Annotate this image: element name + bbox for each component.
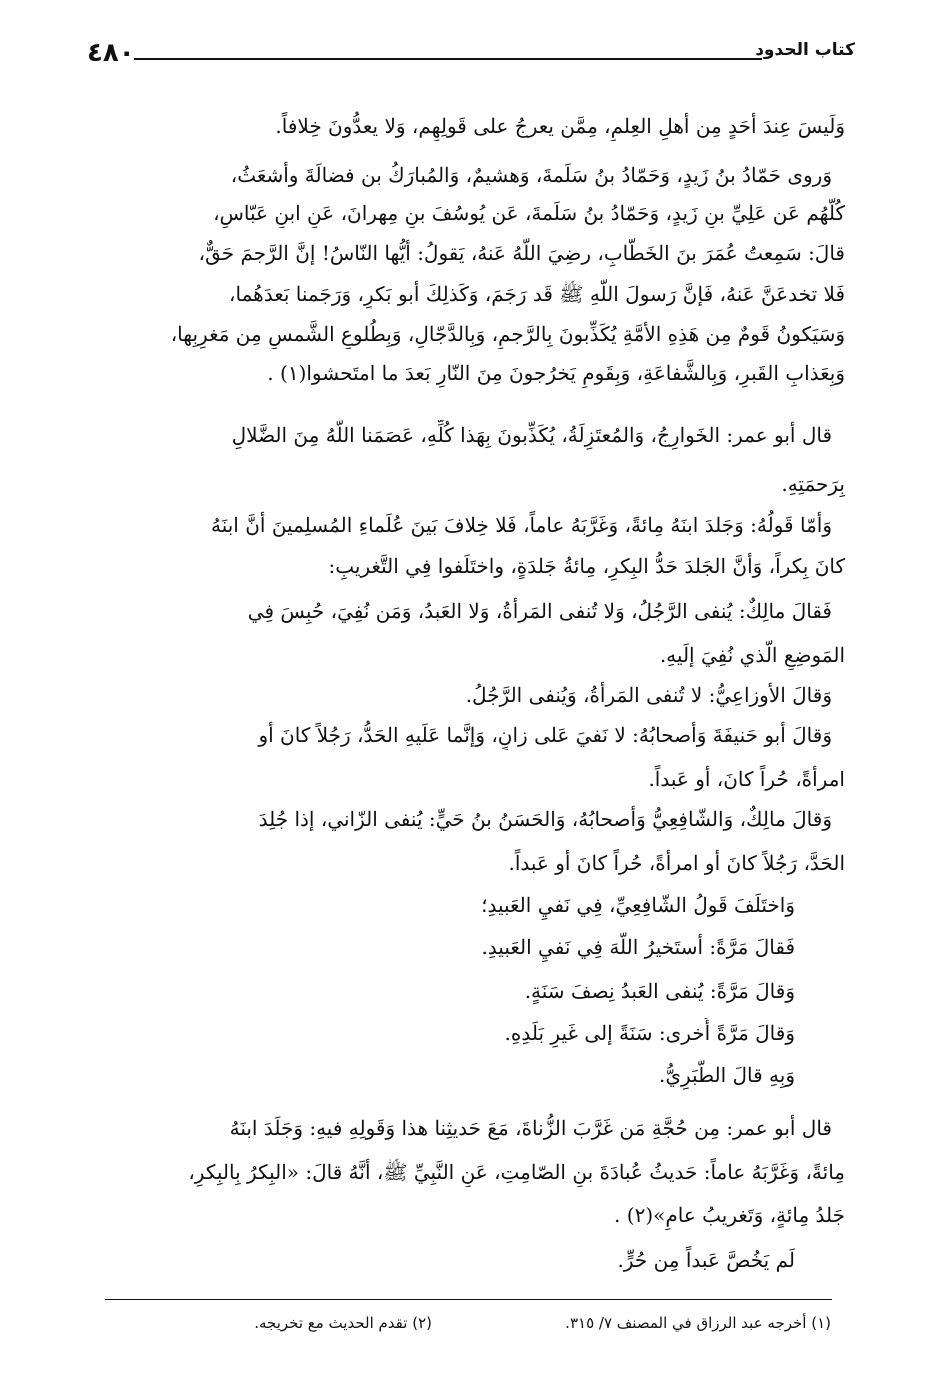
text-line: فَقالَ مالِكٌ: يُنفى الرَّجُلُ، وَلا تُنفى المَرأةُ، وَلا العَبدُ، وَمَن نُفِيَ، حُبِسَ فِي: [247, 599, 832, 623]
text-line: وَبِهِ قالَ الطَّبَرِيُّ.: [659, 1063, 795, 1087]
text-line: قالَ: سَمِعتُ عُمَرَ بنَ الخَطّابِ، رضِيَ اللّهُ عَنهُ، يَقولُ: أيُّها النّاسُ! إنَّ الرَّجمَ حَقٌّ،: [198, 241, 845, 265]
text-line: لَم يَخُصَّ عَبداً مِن حُرٍّ.: [617, 1248, 795, 1272]
text-line: وَاختَلَفَ قَولُ الشّافِعِيِّ، فِي نَفيِ العَبيدِ؛: [481, 893, 795, 917]
text-line: قال أبو عمر: مِن حُجَّةِ مَن غَرَّبَ الزُّناةَ، مَعَ حَديثِنا هذا وَقَولِهِ فيهِ: وَجَلَدَ ابنَهُ: [229, 1116, 832, 1140]
text-line: وَبِعَذابِ القَبرِ، وَبِالشَّفاعَةِ، وَبِقَومٍ يَخرُجونَ مِنَ النّارِ بَعدَ ما امتَحشوا(١) .: [267, 361, 845, 385]
text-line: وَروى حَمّادُ بنُ زَيدٍ، وَحَمّادُ بنُ سَلَمةَ، وَهشيمٌ، وَالمُبارَكُ بن فضالَةَ وأشعَثُ،: [230, 163, 832, 187]
text-line: وَقالَ مالِكٌ، وَالشّافِعِيُّ وَأصحابُهُ، وَالحَسَنُ بنُ حَيٍّ: يُنفى الزّاني، إذا جُلِدَ: [258, 807, 832, 831]
text-line: فَقالَ مَرَّةً: أستَخيرُ اللّهَ فِي نَفيِ العَبيدِ.: [481, 935, 795, 959]
text-line: وَقالَ مَرَّةً: يُنفى العَبدُ نِصفَ سَنَةٍ.: [524, 979, 795, 1003]
text-line: وَقالَ الأوزاعِيُّ: لا تُنفى المَرأةُ، وَيُنفى الرَّجُلُ.: [465, 683, 832, 707]
text-line: وَقالَ أبو حَنيفَةَ وَأصحابُهُ: لا نَفيَ عَلى زانٍ، وَإنَّما عَلَيهِ الحَدُّ، رَجُلاً كانَ أو: [258, 723, 832, 747]
text-line: قال أبو عمر: الخَوارِجُ، وَالمُعتَزِلَةُ، يُكَذِّبونَ بِهَذا كُلِّهِ، عَصَمَنا اللّهُ مِنَ الضَّلالِ: [231, 423, 832, 447]
text-line: فَلا تخدعَنَّ عَنهُ، فَإنَّ رَسولَ اللّهِ ﷺ قَد رَجَمَ، وَكَذلِكَ أبو بَكرٍ، وَرَجَمنا بَعدَهُما،: [229, 282, 845, 306]
text-line: مِائةً، وَغَرَّبَهُ عاماً: حَديثُ عُبادَةَ بنِ الصّامِتِ، عَنِ النَّبِيِّ ﷺ، أنَّهُ قالَ: «البِكرُ بِالبِكرِ،: [188, 1160, 845, 1184]
header-rule: [134, 58, 762, 60]
text-line: جَلدُ مِائةٍ، وَتَغريبُ عامٍ»(٢) .: [614, 1203, 845, 1227]
book-title: كتاب الحدود: [755, 40, 855, 60]
text-line: كُلُّهُم عَن عَلِيِّ بنِ زَيدٍ، وَحَمّادُ بنُ سَلَمةَ، عَن يُوسُفَ بنِ مِهرانَ، عَنِ ابنِ عَبّاسٍ،: [213, 201, 845, 225]
text-line: كانَ بِكراً، وَأنَّ الجَلدَ حَدُّ البِكرِ، مِائةُ جَلدَةٍ، واختَلَفوا فِي التَّغريبِ:: [328, 554, 845, 578]
text-line: وَأمّا قَولُهُ: وَجَلدَ ابنَهُ مِائةً، وَغَرَّبَهُ عاماً، فَلا خِلافَ بَينَ عُلَماءِ المُسلِمينَ أنَّ ابنَهُ: [210, 513, 832, 537]
text-line: المَوضِعِ الَّذي نُفِيَ إلَيهِ.: [659, 643, 845, 667]
text-line: الحَدَّ، رَجُلاً كانَ أو امرأةً، حُراً كانَ أو عَبداً.: [508, 851, 845, 875]
footnote-2: (٢) تقدم الحديث مع تخريجه.: [254, 1314, 432, 1332]
text-line: وَقالَ مَرَّةً أُخرى: سَنَةً إلى غَيرِ بَلَدِهِ.: [504, 1021, 795, 1045]
text-line: وَلَيسَ عِندَ أحَدٍ مِن أهلِ العِلمِ، مِمَّن يعرجُ على قَولِهِم، وَلا يعدُّونَ خِلافاً.: [275, 114, 845, 138]
page-number: ٤٨٠: [87, 38, 135, 68]
footnote-rule: [105, 1299, 832, 1300]
text-line: بِرَحمَتِهِ.: [781, 472, 845, 496]
footnote-1: (١) أخرجه عبد الرزاق في المصنف ٧/ ٣١٥.: [565, 1314, 831, 1332]
text-line: امرأةً، حُراً كانَ، أو عَبداً.: [648, 767, 845, 791]
text-line: وَسَيَكونُ قَومٌ مِن هَذِهِ الأمَّةِ يُكَذِّبونَ بِالرَّجمِ، وَبِالدَّجّالِ، وَبِطُلوعِ الشَّمسِ مِن مَغرِبِها،: [170, 322, 845, 346]
